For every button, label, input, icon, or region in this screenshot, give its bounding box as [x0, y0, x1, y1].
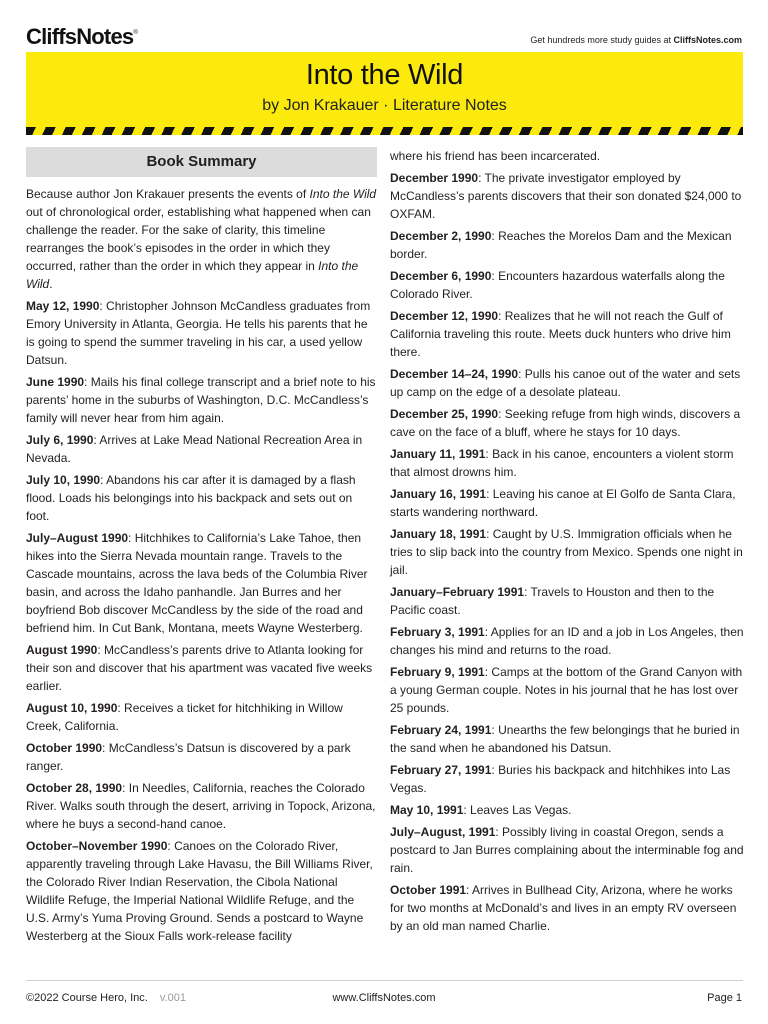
timeline-entry	[390, 583, 744, 619]
entry-date: August 1990	[26, 643, 98, 657]
entry-text: : Christopher Johnson McCandless graduates from Emory University in Atlanta, Georgia. He tells his parents that he is going to spend the summer traveling in his car, a used yellow Datsun.	[26, 299, 371, 367]
entry-text: : In Needles, California, reaches the Colorado River. Walks south through the desert, arriving in Topock, Arizona, where he buys a second-hand canoe.	[26, 781, 376, 831]
timeline-entry	[390, 445, 744, 481]
entry-date: July 6, 1990	[26, 433, 94, 447]
entry-text: : Reaches the Morelos Dam and the Mexican border.	[390, 229, 732, 261]
right-column	[390, 147, 744, 939]
logo-text: CliffsNotes	[26, 24, 134, 49]
entry-date: July–August 1990	[26, 531, 129, 545]
entry-date: February 9, 1991	[390, 665, 485, 679]
intro-book-title-2: Into the Wild	[26, 259, 359, 291]
hazard-stripe-divider	[26, 127, 743, 135]
entry-date: January 11, 1991	[390, 447, 486, 461]
book-subtitle: by Jon Krakauer · Literature Notes	[262, 97, 507, 114]
timeline-entry	[26, 641, 377, 695]
copyright-text: ©2022 Course Hero, Inc.	[26, 992, 148, 1004]
entry-date: August 10, 1990	[26, 701, 118, 715]
entry-date: December 6, 1990	[390, 269, 492, 283]
entry-date: February 24, 1991	[390, 723, 492, 737]
entry-date: October 28, 1990	[26, 781, 123, 795]
entry-text: : Back in his canoe, encounters a violent storm that almost drowns him.	[390, 447, 734, 479]
timeline-entry	[26, 837, 377, 945]
cliffsnotes-logo[interactable]	[26, 24, 137, 50]
entry-text: : Leaving his canoe at El Golfo de Santa Clara, starts wandering northward.	[390, 487, 736, 519]
entry-text: : Possibly living in coastal Oregon, sends a postcard to Jan Burres complaining about the interminable fog and rain.	[390, 825, 744, 875]
continuation-text: where his friend has been incarcerated.	[390, 149, 601, 163]
timeline-entry	[390, 169, 744, 223]
entry-date: July 10, 1990	[26, 473, 101, 487]
entry-date: October 1990	[26, 741, 103, 755]
entry-text: : Realizes that he will not reach the Gulf of California traveling this route. Meets duck hunters who drive him there.	[390, 309, 731, 359]
timeline-entry	[26, 431, 377, 467]
entry-date: May 10, 1991	[390, 803, 464, 817]
entry-text: : Caught by U.S. Immigration officials when he tries to slip back into the country from Mexico. Spends one night in jail.	[390, 527, 743, 577]
entry-text: : Hitchhikes to California’s Lake Tahoe, then hikes into the Sierra Nevada mountain range. Travels to the Cascade mountains, across the lava beds of the Columbia River basin, and across the Idaho panhandle. Jan Burres and her boyfriend Bob discover McCandless by the side of the road and befriend him. In Cut Bank, Montana, meets Wayne Westerberg.	[26, 531, 368, 635]
entry-text: : Buries his backpack and hitchhikes into Las Vegas.	[390, 763, 731, 795]
right-timeline-entries	[390, 169, 744, 935]
registered-mark: ®	[133, 29, 137, 36]
entry-text: : Pulls his canoe out of the water and sets up camp on the edge of a desolate plateau.	[390, 367, 741, 399]
timeline-entry	[390, 663, 744, 717]
entry-text: : McCandless’s parents drive to Atlanta looking for their son and discover that his apartment was vacated five weeks earlier.	[26, 643, 373, 693]
entry-text: : Receives a ticket for hitchhiking in Willow Creek, California.	[26, 701, 343, 733]
entry-text: : Applies for an ID and a job in Los Angeles, then changes his mind and returns to the road.	[390, 625, 744, 657]
entry-text: : Encounters hazardous waterfalls along the Colorado River.	[390, 269, 725, 301]
tagline-site-link[interactable]: CliffsNotes.com	[673, 35, 742, 45]
entry-text: : Canoes on the Colorado River, apparently traveling through Lake Havasu, the Bill Williams River, the Colorado River Indian Reservation, the Cibola National Wildlife Refuge, the Imperial National Wildlife Refuge, and the U.S. Army’s Yuma Proving Ground. Sends a postcard to Wayne Westerberg at the Sioux Falls work-release facility	[26, 839, 373, 943]
timeline-entry	[390, 881, 744, 935]
timeline-entry	[390, 623, 744, 659]
intro-paragraph	[26, 185, 377, 293]
entry-date: December 1990	[390, 171, 479, 185]
version-label: v.001	[159, 992, 186, 1004]
timeline-entry	[390, 405, 744, 441]
entry-date: July–August, 1991	[390, 825, 496, 839]
entry-date: December 12, 1990	[390, 309, 499, 323]
timeline-entry	[390, 525, 744, 579]
top-bar	[0, 0, 768, 52]
title-banner	[26, 52, 743, 128]
entry-text: : The private investigator employed by McCandless’s parents discovers that their son donated $24,000 to OXFAM.	[390, 171, 742, 221]
timeline-entry	[26, 529, 377, 637]
entry-text: : Camps at the bottom of the Grand Canyon with a young German couple. Notes in his journal that he has lost over 25 pounds.	[390, 665, 743, 715]
entry-date: January 16, 1991	[390, 487, 487, 501]
timeline-entry	[390, 365, 744, 401]
timeline-entry	[26, 739, 377, 775]
entry-text: : Unearths the few belongings that he buried in the sand when he abandoned his Datsun.	[390, 723, 740, 755]
intro-text-2: out of chronological order, establishing what happened when can challenge the reader. For the sake of clarity, this timeline rearranges the book’s episodes in the order in which they occurred, rather than the order in which they appear in	[26, 205, 371, 273]
intro-text-1: Because author Jon Krakauer presents the events of	[26, 187, 310, 201]
intro-text-3: .	[49, 277, 53, 291]
page-number: Page 1	[707, 992, 742, 1004]
timeline-entry	[390, 823, 744, 877]
footer-divider	[26, 980, 743, 981]
entry-text: : Abandons his car after it is damaged by a flash flood. Loads his belongings into his backpack and sets out on foot.	[26, 473, 356, 523]
timeline-entry	[390, 307, 744, 361]
timeline-entry	[26, 699, 377, 735]
entry-text: : Arrives at Lake Mead National Recreation Area in Nevada.	[26, 433, 363, 465]
timeline-entry	[26, 779, 377, 833]
entry-date: May 12, 1990	[26, 299, 100, 313]
entry-date: February 3, 1991	[390, 625, 485, 639]
entry-date: June 1990	[26, 375, 85, 389]
timeline-entry	[390, 267, 744, 303]
entry-date: January 18, 1991	[390, 527, 487, 541]
entry-date: February 27, 1991	[390, 763, 492, 777]
entry-text: : McCandless’s Datsun is discovered by a park ranger.	[26, 741, 351, 773]
timeline-entry	[390, 227, 744, 263]
entry-date: October 1991	[390, 883, 467, 897]
timeline-entry	[26, 297, 377, 369]
timeline-entry	[390, 485, 744, 521]
entry-text: : Seeking refuge from high winds, discovers a cave on the face of a bluff, where he stays for 10 days.	[390, 407, 741, 439]
footer-site-link[interactable]: www.CliffsNotes.com	[332, 992, 436, 1004]
timeline-entry	[390, 801, 744, 819]
entry-text: : Mails his final college transcript and a brief note to his parents’ home in the suburbs of Washington, D.C. McCandless’s family will never hear from him again.	[26, 375, 376, 425]
tagline-prefix: Get hundreds more study guides at	[530, 35, 674, 45]
tagline	[530, 35, 742, 45]
entry-date: October–November 1990	[26, 839, 168, 853]
timeline-entry	[390, 721, 744, 757]
entry-date: December 14–24, 1990	[390, 367, 519, 381]
entry-date: December 2, 1990	[390, 229, 492, 243]
entry-text: : Travels to Houston and then to the Pacific coast.	[390, 585, 715, 617]
timeline-entry	[390, 761, 744, 797]
left-timeline-entries	[26, 297, 377, 945]
timeline-entry	[26, 373, 377, 427]
section-heading: Book Summary	[26, 147, 377, 177]
entry-text: : Leaves Las Vegas.	[463, 803, 572, 817]
entry-text: : Arrives in Bullhead City, Arizona, where he works for two months at McDonald’s and lives in an empty RV overseen by an old man named Charlie.	[390, 883, 737, 933]
left-column	[26, 147, 377, 949]
book-title: Into the Wild	[305, 59, 464, 91]
intro-book-title-1: Into the Wild	[309, 187, 377, 201]
entry-date: December 25, 1990	[390, 407, 499, 421]
entry-date: January–February 1991	[390, 585, 525, 599]
timeline-entry	[26, 471, 377, 525]
